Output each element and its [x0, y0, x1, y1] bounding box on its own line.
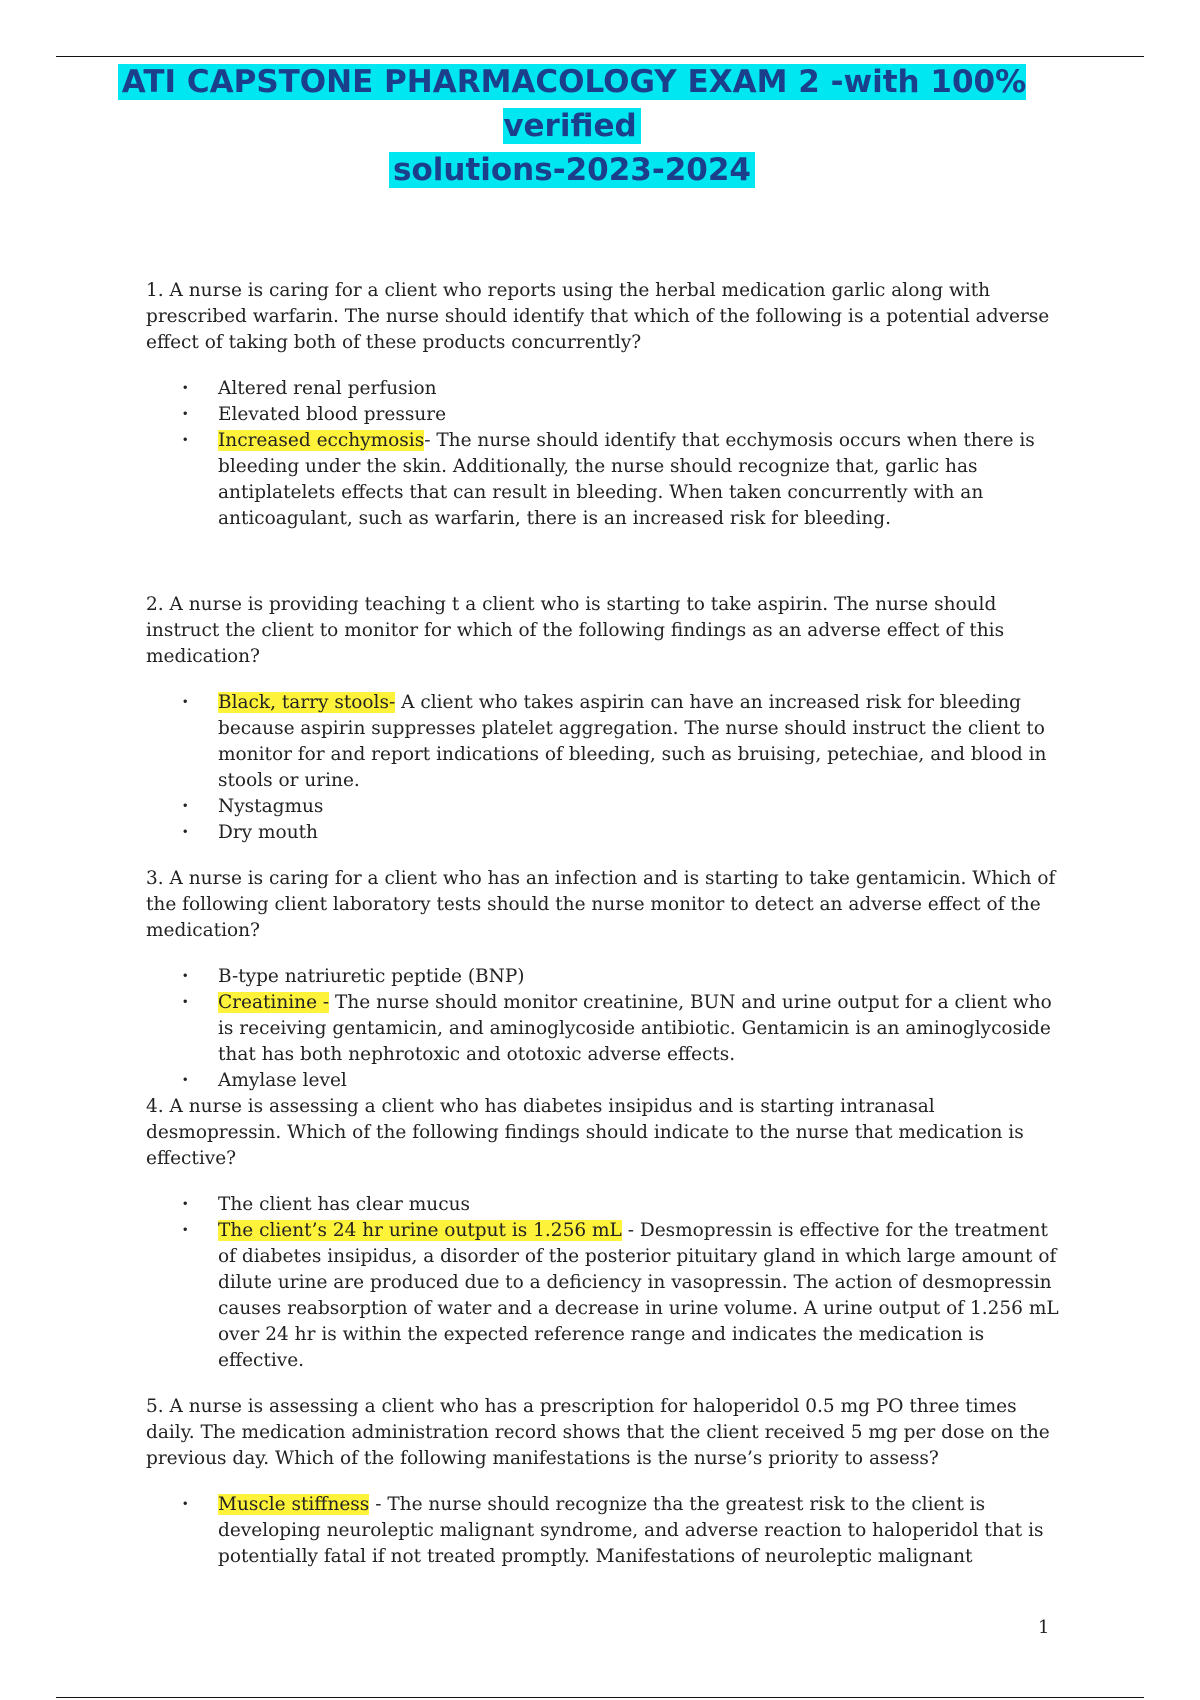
question-4-options	[146, 1192, 1066, 1374]
option: · B-type natriuretic peptide (BNP)	[146, 964, 1066, 990]
rationale: - The nurse should recognize tha the greatest risk to the client is developing neuroleptic malignant syndrome, and adverse reaction to haloperidol that is potentially fatal if not treated promptly. Manifestations of neuroleptic malignant	[218, 1494, 1044, 1567]
question-4-stem: 4. A nurse is assessing a client who has diabetes insipidus and is starting intranasal desmopressin. Which of the following findings should indicate to the nurse that medication is effective?	[146, 1096, 1024, 1169]
top-rule	[56, 56, 1144, 57]
rationale: - Desmopressin is effective for the treatment of diabetes insipidus, a disorder of the posterior pituitary gland in which large amount of dilute urine are produced due to a deficiency in vasopressin. The action of desmopressin causes reabsorption of water and a decrease in urine volume. A urine output of 1.256 mL over 24 hr is within the expected reference range and indicates the medication is effective.	[218, 1220, 1059, 1371]
rationale: - The nurse should identify that ecchymosis occurs when there is bleeding under the skin. Additionally, the nurse should recognize that, garlic has antiplatelets effects that can result in bleeding. When taken concurrently with an anticoagulant, such as warfarin, there is an increased risk for bleeding.	[218, 430, 1035, 529]
rationale: A client who takes aspirin can have an increased risk for bleeding because aspirin suppresses platelet aggregation. The nurse should instruct the client to monitor for and report indications of bleeding, such as bruising, petechiae, and blood in stools or urine.	[218, 692, 1047, 791]
page-number: 1	[1038, 1617, 1050, 1638]
correct-answer: Creatinine -	[218, 992, 330, 1013]
correct-answer: Black, tarry stools-	[218, 692, 396, 713]
option: · Nystagmus	[146, 794, 1066, 820]
option-correct	[146, 990, 1066, 1068]
rationale: The nurse should monitor creatinine, BUN and urine output for a client who is receiving gentamicin, and aminoglycoside antibiotic. Gentamicin is an aminoglycoside that has both nephrotoxic and ototoxic adverse effects.	[218, 992, 1052, 1065]
question-1-stem: 1. A nurse is caring for a client who reports using the herbal medication garlic along with prescribed warfarin. The nurse should identify that which of the following is a potential adverse effect of taking both of these products concurrently?	[146, 280, 1050, 353]
question-5-options	[146, 1492, 1066, 1570]
correct-answer: Muscle stiffness	[218, 1494, 370, 1515]
question-3-stem: 3. A nurse is caring for a client who has an infection and is starting to take gentamicin. Which of the following client laboratory tests should the nurse monitor to detect an adverse effect of the medication?	[146, 868, 1056, 941]
page-title	[72, 60, 1072, 192]
question-3-options	[146, 964, 1066, 1094]
option-correct	[146, 428, 1066, 532]
question-2-options	[146, 690, 1066, 846]
option: · Elevated blood pressure	[146, 402, 1066, 428]
title-line-1: ATI CAPSTONE PHARMACOLOGY EXAM 2 -with 100% verified	[118, 64, 1026, 144]
correct-answer: Increased ecchymosis	[218, 430, 425, 451]
option-correct	[146, 690, 1066, 794]
correct-answer: The client’s 24 hr urine output is 1.256 mL	[218, 1220, 622, 1241]
option: · The client has clear mucus	[146, 1192, 1066, 1218]
option-correct	[146, 1218, 1066, 1374]
question-1-options	[146, 376, 1066, 532]
bottom-rule	[56, 1697, 1144, 1698]
option: · Amylase level	[146, 1068, 1066, 1094]
title-line-2: solutions-2023-2024	[389, 152, 755, 188]
document-body	[146, 278, 1066, 1570]
option-correct	[146, 1492, 1066, 1570]
question-5-stem: 5. A nurse is assessing a client who has a prescription for haloperidol 0.5 mg PO three times daily. The medication administration record shows that the client received 5 mg per dose on the previous day. Which of the following manifestations is the nurse’s priority to assess?	[146, 1396, 1050, 1469]
question-2-stem: 2. A nurse is providing teaching t a client who is starting to take aspirin. The nurse should instruct the client to monitor for which of the following findings as an adverse effect of this medication?	[146, 594, 1005, 667]
option: · Altered renal perfusion	[146, 376, 1066, 402]
option: · Dry mouth	[146, 820, 1066, 846]
